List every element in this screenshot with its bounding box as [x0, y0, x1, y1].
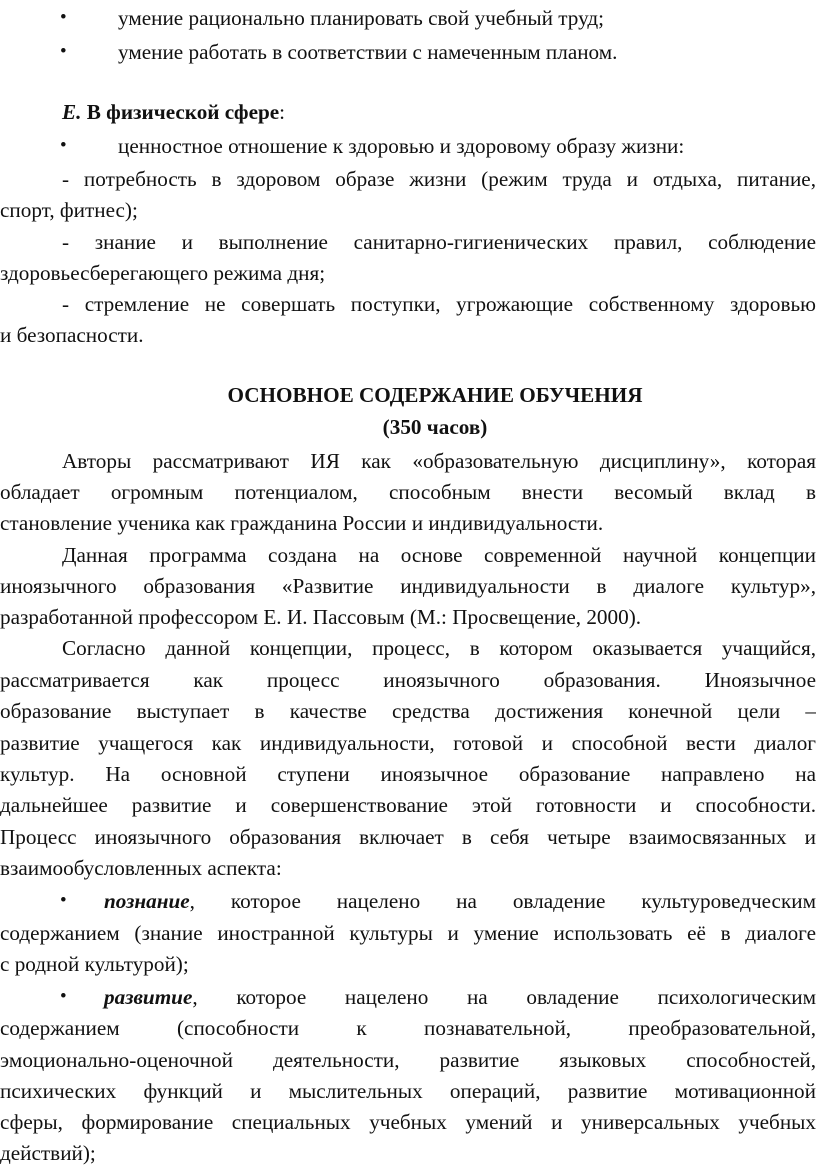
aspect2-rest: , которое нацелено на овладение психологическим — [192, 985, 816, 1009]
section-colon: : — [279, 100, 286, 124]
bullet-marker: • — [60, 986, 67, 1007]
item1-line2: спорт, фитнес); — [0, 198, 138, 222]
bullet-marker: • — [60, 135, 67, 156]
aspect2-line: содержанием (способности к познавательной, преобразовательной, — [0, 1016, 816, 1040]
main-title: ОСНОВНОЕ СОДЕРЖАНИЕ ОБУЧЕНИЯ — [227, 383, 643, 407]
section-title: В физической сфере — [86, 100, 280, 124]
p2-line: иноязычного образования «Развитие индивидуальности в диалоге культур», — [0, 574, 816, 598]
section-heading — [62, 97, 285, 127]
intro-bullet-1: умение рационально планировать свой учебный труд; — [118, 6, 605, 30]
p2-line: разработанной профессором Е. И. Пассовым (М.: Просвещение, 2000). — [0, 605, 642, 629]
aspect1-line2: содержанием (знание иностранной культуры и умение использовать её в диалоге — [0, 921, 816, 945]
bullet-marker: • — [60, 41, 67, 62]
p3-line: взаимообусловленных аспекта: — [0, 856, 282, 880]
aspect2-line: сферы, формирование специальных учебных умений и универсальных учебных — [0, 1110, 816, 1134]
p3-line: культур. На основной ступени иноязычное образование направлено на — [0, 762, 816, 786]
aspect2-line: действий); — [0, 1141, 96, 1165]
p3-line: образование выступает в качестве средства достижения конечной цели – — [0, 699, 816, 723]
p1-line: обладает огромным потенциалом, способным внести весомый вклад в — [0, 480, 816, 504]
item3-line1: - стремление не совершать поступки, угрожающие собственному здоровью — [62, 292, 816, 316]
section-letter: Е. — [62, 100, 82, 124]
aspect2-term: развитие — [104, 985, 193, 1009]
p1-line: Авторы рассматривают ИЯ как «образовательную дисциплину», которая — [62, 449, 816, 473]
aspect2-line1 — [104, 982, 816, 1012]
intro-bullet-2: умение работать в соответствии с намеченным планом. — [118, 40, 618, 64]
aspect1-rest: , которое нацелено на овладение культуроведческим — [189, 889, 816, 913]
item3-line2: и безопасности. — [0, 323, 144, 347]
aspect1-line3: с родной культурой); — [0, 952, 189, 976]
bullet-marker: • — [60, 7, 67, 28]
p3-line: развитие учащегося как индивидуальности, готовой и способной вести диалог — [0, 731, 816, 755]
p3-line: дальнейшее развитие и совершенствование этой готовности и способности. — [0, 793, 816, 817]
p1-line: становление ученика как гражданина России и индивидуальности. — [0, 511, 604, 535]
p2-line: Данная программа создана на основе современной научной концепции — [62, 543, 816, 567]
bullet-marker: • — [60, 890, 67, 911]
item2-line1: - знание и выполнение санитарно-гигиенических правил, соблюдение — [62, 230, 816, 254]
p3-line: рассматривается как процесс иноязычного образования. Иноязычное — [0, 668, 816, 692]
aspect2-line: психических функций и мыслительных операций, развитие мотивационной — [0, 1079, 816, 1103]
p3-line: Процесс иноязычного образования включает в себя четыре взаимосвязанных и — [0, 825, 816, 849]
section-bullet: ценностное отношение к здоровью и здоровому образу жизни: — [118, 134, 685, 158]
item1-line1: - потребность в здоровом образе жизни (режим труда и отдыха, питание, — [62, 167, 816, 191]
main-hours: (350 часов) — [382, 415, 488, 439]
p3-line: Согласно данной концепции, процесс, в котором оказывается учащийся, — [62, 636, 816, 660]
aspect1-line1 — [104, 886, 816, 916]
aspect1-term: познание — [104, 889, 190, 913]
item2-line2: здоровьесберегающего режима дня; — [0, 261, 326, 285]
aspect2-line: эмоционально-оценочной деятельности, развитие языковых способностей, — [0, 1048, 816, 1072]
